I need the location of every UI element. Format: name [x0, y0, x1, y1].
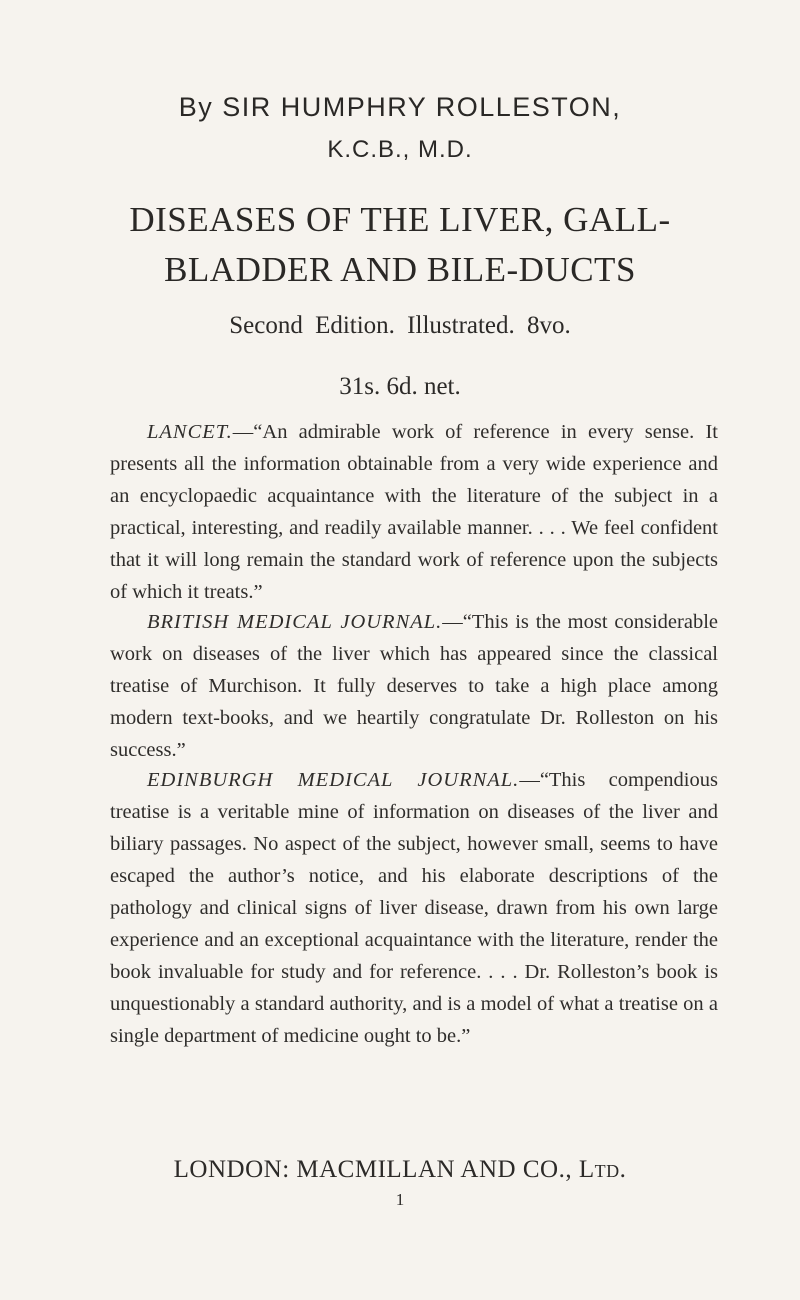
review-text: —“This compendious treatise is a veritable mine of information on diseases of the liver and biliary passages. No aspect of the subject, however small, seems to have escaped the author’s notice, and his elaborate descriptions of the pathology and clinical signs of liver disease, drawn from his own large experience and an exceptional acquaintance with the literature, render the book invaluable for study and for reference. . . . Dr. Rolleston’s book is unquestionably a standard authority, and is a model of what a treatise on a single department of medicine ought to be.” — [110, 769, 718, 1047]
book-title-line-2: BLADDER AND BILE-DUCTS — [164, 250, 636, 289]
review-text: —“An admirable work of reference in every sense. It presents all the information obtainable from a very wide experience and an encyclopaedic acquaintance with the literature of the subject in a practical, interesting, and readily available manner. . . . We feel confident that it will long remain the standard work of reference upon the subjects of which it treats.” — [110, 421, 718, 603]
review-lancet — [110, 416, 718, 608]
price: 31s. 6d. net. — [339, 373, 461, 400]
author-line: By SIR HUMPHRY ROLLESTON, — [178, 92, 622, 122]
author-credentials: K.C.B., M.D. — [327, 136, 473, 163]
review-source: LANCET. — [147, 421, 233, 443]
publisher-imprint — [0, 1156, 800, 1184]
review-source: BRITISH MEDICAL JOURNAL. — [147, 611, 443, 633]
review-bmj — [110, 606, 718, 766]
book-title-line-1: DISEASES OF THE LIVER, GALL- — [129, 200, 671, 239]
review-text: —“This is the most considerable work on diseases of the liver which has appeared since the classical treatise of Murchison. It fully deserves to take a high place among modern text-books, and we heartily congratulate Dr. Rolleston on his success.” — [110, 611, 718, 761]
page-number: 1 — [395, 1190, 405, 1209]
edition-info: Second Edition. Illustrated. 8vo. — [229, 312, 571, 339]
publisher-name: LONDON: MACMILLAN AND CO., — [173, 1156, 573, 1183]
publisher-suffix: Ltd. — [578, 1156, 627, 1183]
review-source: EDINBURGH MEDICAL JOURNAL. — [147, 769, 520, 791]
review-edinburgh — [110, 764, 718, 1052]
